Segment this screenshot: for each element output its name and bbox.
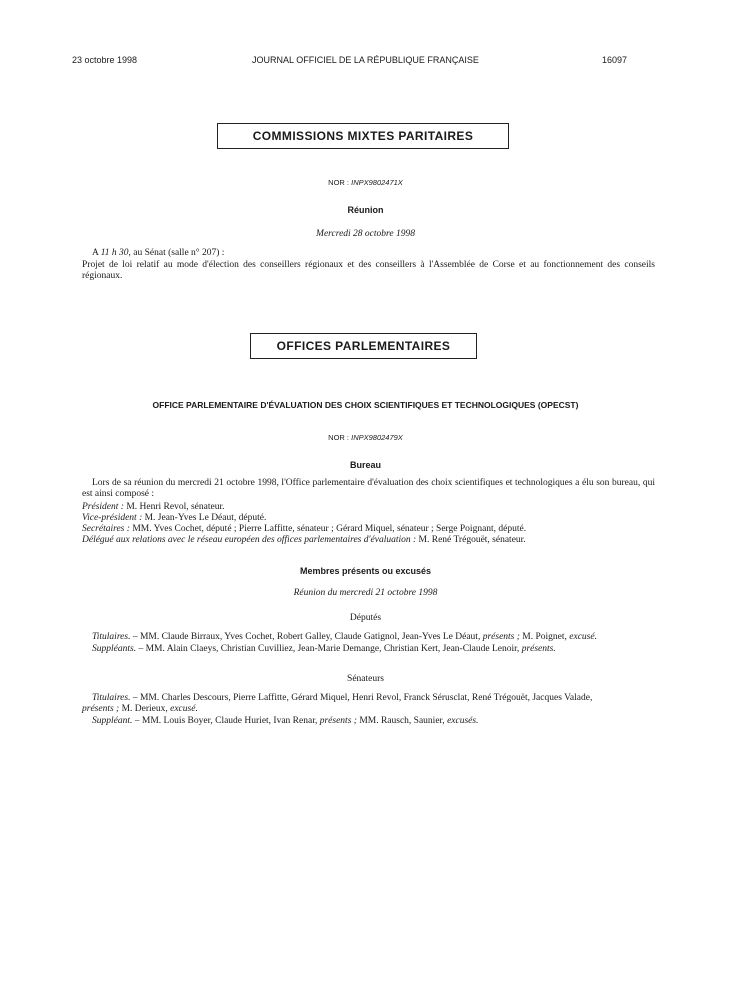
members-date: Réunion du mercredi 21 octobre 1998 xyxy=(293,588,438,598)
members-list: MM. Rausch, Saunier, xyxy=(356,716,448,726)
nor-label: NOR : xyxy=(328,433,350,442)
nor-code: INPX9802479X xyxy=(351,433,403,442)
role-line xyxy=(82,502,224,512)
section-title-offices: OFFICES PARLEMENTAIRES xyxy=(250,333,477,359)
titulaires-label: Titulaires. xyxy=(92,632,131,642)
reunion-date: Mercredi 28 octobre 1998 xyxy=(316,229,415,239)
suppleant-label: Suppléant. xyxy=(92,716,133,726)
nor-reference-offices xyxy=(0,433,731,442)
office-name: OFFICE PARLEMENTAIRE D'ÉVALUATION DES CHOIX SCIENTIFIQUES ET TECHNOLOGIQUES (OPECST) xyxy=(152,400,579,410)
present-label: présents ; xyxy=(319,716,357,726)
bureau-heading: Bureau xyxy=(349,460,381,470)
members-list: M. Poignet, xyxy=(519,632,570,642)
bureau-intro: Lors de sa réunion du mercredi 21 octobre 1998, l'Office parlementaire d'évaluation des choix scientifiques et technologiques a élu son bureau, qui est ainsi composé : xyxy=(82,478,655,499)
excuse-label: excusé. xyxy=(569,632,597,642)
time-prefix: A xyxy=(92,248,99,258)
deputes-suppleants xyxy=(92,644,556,654)
senateurs-titulaires xyxy=(92,693,592,703)
page-number: 16097 xyxy=(601,55,627,65)
role-text: M. René Trégouët, sénateur. xyxy=(416,535,526,545)
members-list: M. Derieux, xyxy=(119,704,171,714)
role-line xyxy=(82,513,266,523)
members-list: – MM. Alain Claeys, Christian Cuvilliez, Jean-Marie Demange, Christian Kert, Jean-Claude Lenoir, xyxy=(136,644,522,654)
nor-reference-cmp xyxy=(0,178,731,187)
excuse-label: excusé. xyxy=(170,704,198,714)
time-place: , au Sénat (salle n° 207) : xyxy=(128,248,225,258)
role-text: MM. Yves Cochet, député ; Pierre Laffitte, sénateur ; Gérard Miquel, sénateur ; Serge Poignant, député. xyxy=(129,524,527,534)
reunion-time-line xyxy=(92,248,224,258)
reunion-heading: Réunion xyxy=(347,205,384,215)
members-list: – MM. Charles Descours, Pierre Laffitte, Gérard Miquel, Henri Revol, Franck Sérusclat, René Trégouët, Jacques Valade, xyxy=(130,693,593,703)
members-heading: Membres présents ou excusés xyxy=(299,566,432,576)
members-list: – MM. Claude Birraux, Yves Cochet, Robert Galley, Claude Gatignol, Jean-Yves Le Déaut, xyxy=(130,632,483,642)
role-line xyxy=(82,535,526,545)
agenda-item: Projet de loi relatif au mode d'élection des conseillers régionaux et des conseillers à l'Assemblée de Corse et au fonctionnement des conseils régionaux. xyxy=(82,260,655,281)
senateurs-heading: Sénateurs xyxy=(347,674,384,684)
header-date: 23 octobre 1998 xyxy=(72,55,138,65)
journal-title: JOURNAL OFFICIEL DE LA RÉPUBLIQUE FRANÇAISE xyxy=(252,55,479,65)
role-label: Vice-président : xyxy=(82,513,143,523)
senateurs-suppleant xyxy=(92,716,478,726)
role-label: Président : xyxy=(82,502,124,512)
role-text: M. Henri Revol, sénateur. xyxy=(123,502,225,512)
excuse-label: excusés. xyxy=(447,716,479,726)
present-label: présents. xyxy=(521,644,556,654)
nor-code: INPX9802471X xyxy=(351,178,403,187)
role-label: Secrétaires : xyxy=(82,524,130,534)
members-list: – MM. Louis Boyer, Claude Huriet, Ivan Renar, xyxy=(132,716,320,726)
time-value: 11 h 30 xyxy=(100,248,129,258)
senateurs-titulaires-cont xyxy=(82,704,198,714)
suppleants-label: Suppléants. xyxy=(92,644,137,654)
role-text: M. Jean-Yves Le Déaut, député. xyxy=(142,513,267,523)
role-label: Délégué aux relations avec le réseau européen des offices parlementaires d'évaluation : xyxy=(82,535,417,545)
section-title-cmp: COMMISSIONS MIXTES PARITAIRES xyxy=(217,123,509,149)
deputes-titulaires xyxy=(92,632,597,642)
present-label: présents ; xyxy=(482,632,520,642)
present-label: présents ; xyxy=(82,704,120,714)
role-line xyxy=(82,524,526,534)
nor-label: NOR : xyxy=(328,178,350,187)
deputes-heading: Députés xyxy=(349,613,382,623)
titulaires-label: Titulaires. xyxy=(92,693,131,703)
